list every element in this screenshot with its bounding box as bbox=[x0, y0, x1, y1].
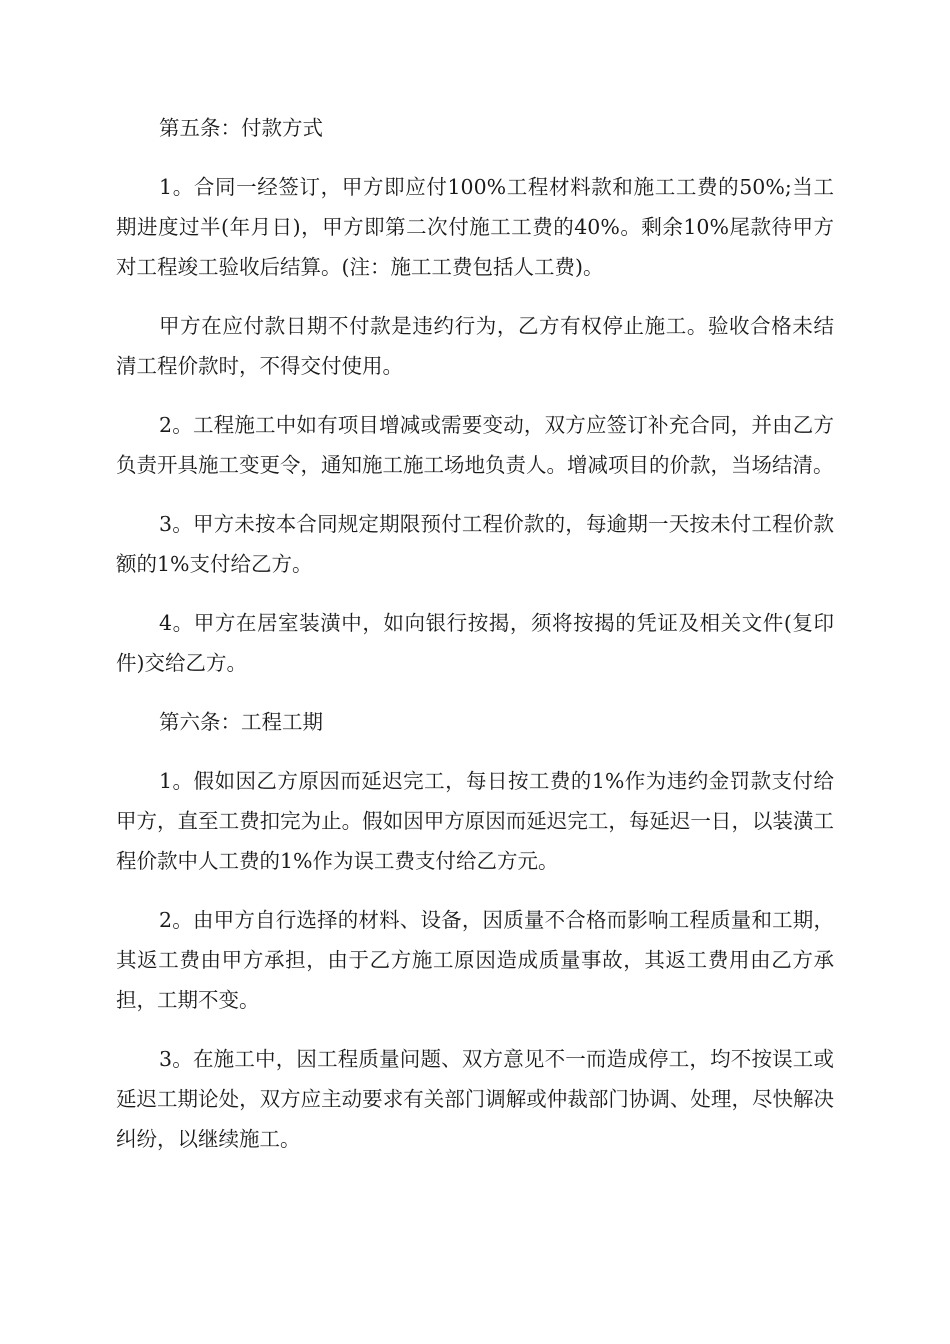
article-5-item-3: 3。甲方未按本合同规定期限预付工程价款的，每逾期一天按未付工程价款额的1%支付给乙方。 bbox=[116, 512, 834, 576]
article-6-item-3: 3。在施工中，因工程质量问题、双方意见不一而造成停工，均不按误工或延迟工期论处，双方应主动要求有关部门调解或仲裁部门协调、处理，尽快解决纠纷，以继续施工。 bbox=[116, 1047, 834, 1151]
article-5-heading: 第五条：付款方式 bbox=[159, 116, 324, 140]
article-5-item-1-note: 甲方在应付款日期不付款是违约行为，乙方有权停止施工。验收合格未结清工程价款时，不得交付使用。 bbox=[116, 314, 834, 378]
article-6-heading: 第六条：工程工期 bbox=[159, 710, 324, 734]
article-5-item-2: 2。工程施工中如有项目增减或需要变动，双方应签订补充合同，并由乙方负责开具施工变更令，通知施工施工场地负责人。增减项目的价款，当场结清。 bbox=[116, 413, 834, 477]
article-5-item-1: 1。合同一经签订，甲方即应付100%工程材料款和施工工费的50%;当工期进度过半(年月日)，甲方即第二次付施工工费的40%。剩余10%尾款待甲方对工程竣工验收后结算。(注：施工工费包括人工费)。 bbox=[116, 175, 834, 279]
article-6-item-2: 2。由甲方自行选择的材料、设备，因质量不合格而影响工程质量和工期，其返工费由甲方承担，由于乙方施工原因造成质量事故，其返工费用由乙方承担，工期不变。 bbox=[116, 908, 834, 1012]
article-6-item-1: 1。假如因乙方原因而延迟完工，每日按工费的1%作为违约金罚款支付给甲方，直至工费扣完为止。假如因甲方原因而延迟完工，每延迟一日，以装潢工程价款中人工费的1%作为误工费支付给乙方元。 bbox=[116, 769, 834, 873]
document-page bbox=[116, 108, 834, 1178]
article-5-item-4: 4。甲方在居室装潢中，如向银行按揭，须将按揭的凭证及相关文件(复印件)交给乙方。 bbox=[116, 611, 834, 675]
